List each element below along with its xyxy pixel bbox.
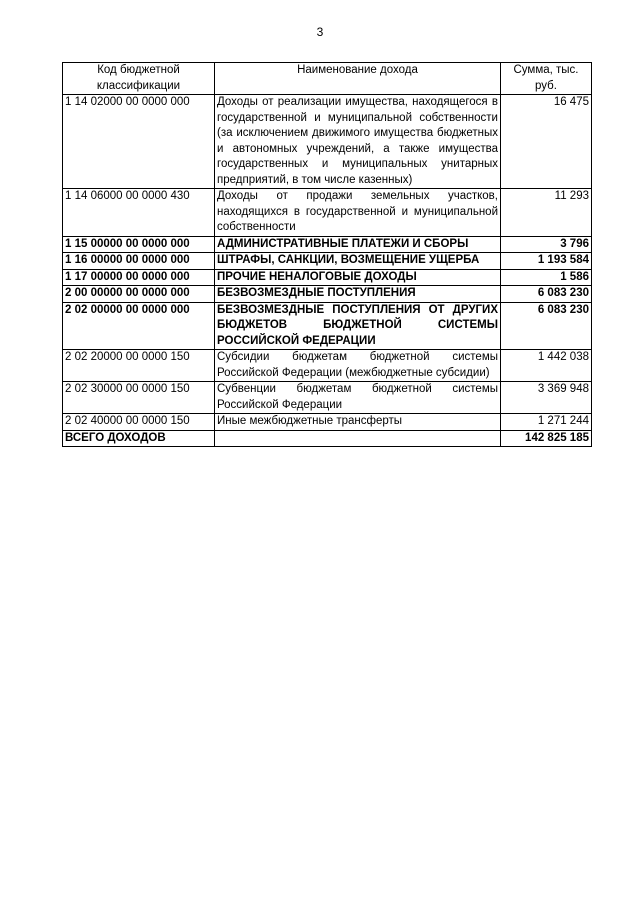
table-row-bold: [63, 302, 592, 350]
table-row-bold: [63, 253, 592, 270]
row-code: 2 02 20000 00 0000 150: [63, 350, 215, 382]
table-row: [63, 189, 592, 237]
table-header-row: [63, 63, 592, 95]
row-name: ПРОЧИЕ НЕНАЛОГОВЫЕ ДОХОДЫ: [215, 269, 501, 286]
revenue-table: [62, 62, 592, 447]
row-sum: 6 083 230: [501, 286, 592, 303]
row-sum: 1 442 038: [501, 350, 592, 382]
header-code: Код бюджетной классификации: [63, 63, 215, 95]
row-name: Субсидии бюджетам бюджетной системы Российской Федерации (межбюджетные субсидии): [215, 350, 501, 382]
row-sum: 3 369 948: [501, 382, 592, 414]
table-row: [63, 414, 592, 431]
row-name: ШТРАФЫ, САНКЦИИ, ВОЗМЕЩЕНИЕ УЩЕРБА: [215, 253, 501, 270]
table-row: [63, 382, 592, 414]
row-name: БЕЗВОЗМЕЗДНЫЕ ПОСТУПЛЕНИЯ: [215, 286, 501, 303]
row-code: 1 16 00000 00 0000 000: [63, 253, 215, 270]
row-sum: 1 271 244: [501, 414, 592, 431]
row-sum: 1 193 584: [501, 253, 592, 270]
row-sum: 1 586: [501, 269, 592, 286]
row-name: Субвенции бюджетам бюджетной системы Российской Федерации: [215, 382, 501, 414]
row-code: 2 02 00000 00 0000 000: [63, 302, 215, 350]
row-code: 2 02 30000 00 0000 150: [63, 382, 215, 414]
row-sum: 16 475: [501, 95, 592, 189]
row-code: 1 14 02000 00 0000 000: [63, 95, 215, 189]
row-name: АДМИНИСТРАТИВНЫЕ ПЛАТЕЖИ И СБОРЫ: [215, 236, 501, 253]
row-code: 1 17 00000 00 0000 000: [63, 269, 215, 286]
row-name: БЕЗВОЗМЕЗДНЫЕ ПОСТУПЛЕНИЯ ОТ ДРУГИХ БЮДЖЕТОВ БЮДЖЕТНОЙ СИСТЕМЫ РОССИЙСКОЙ ФЕДЕРАЦИИ: [215, 302, 501, 350]
row-code: 1 15 00000 00 0000 000: [63, 236, 215, 253]
row-code: 2 00 00000 00 0000 000: [63, 286, 215, 303]
row-name: Доходы от продажи земельных участков, находящихся в государственной и муниципальной собственности: [215, 189, 501, 237]
row-sum: 11 293: [501, 189, 592, 237]
row-code: 1 14 06000 00 0000 430: [63, 189, 215, 237]
row-code: 2 02 40000 00 0000 150: [63, 414, 215, 431]
row-name: Иные межбюджетные трансферты: [215, 414, 501, 431]
total-sum: 142 825 185: [501, 430, 592, 447]
row-sum: 3 796: [501, 236, 592, 253]
table-row-bold: [63, 236, 592, 253]
total-name-empty: [215, 430, 501, 447]
row-name: Доходы от реализации имущества, находящегося в государственной и муниципальной собственности (за исключением движимого имущества бюджетных и автономных учреждений, а также имущества государственных и муниципальных унитарных предприятий, в том числе казенных): [215, 95, 501, 189]
total-label: ВСЕГО ДОХОДОВ: [63, 430, 215, 447]
table-row: [63, 95, 592, 189]
page-number: 3: [316, 25, 324, 39]
row-sum: 6 083 230: [501, 302, 592, 350]
table-row-bold: [63, 269, 592, 286]
header-name: Наименование дохода: [215, 63, 501, 95]
table-row-bold: [63, 286, 592, 303]
header-sum: Сумма, тыс. руб.: [501, 63, 592, 95]
table-row: [63, 350, 592, 382]
table-total-row: [63, 430, 592, 447]
